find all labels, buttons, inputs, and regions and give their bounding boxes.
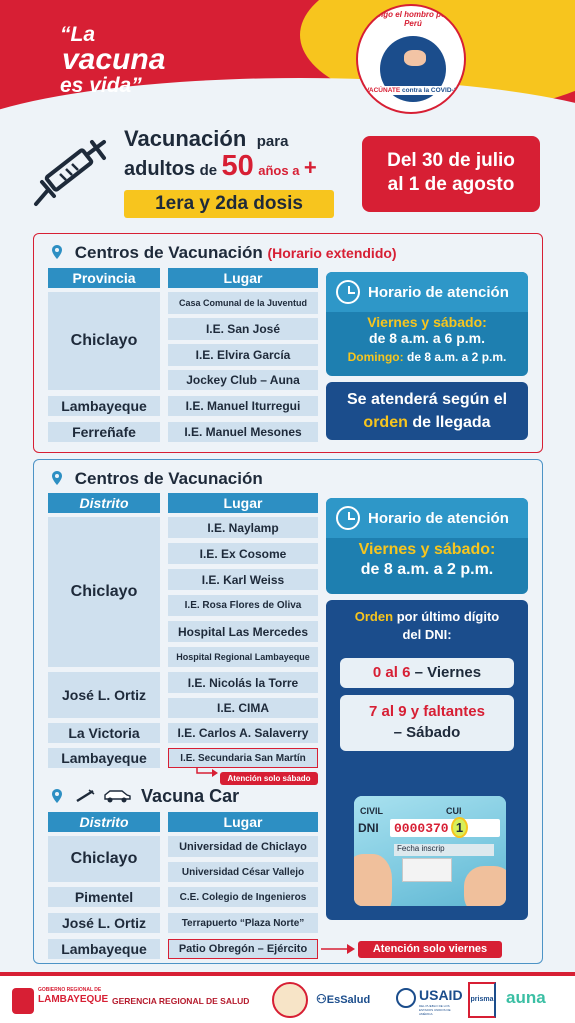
schedule-sunday-label: Domingo: (347, 350, 404, 364)
clock-icon (336, 280, 360, 304)
section1-title (52, 243, 397, 263)
slogan-line3: es vida” (60, 74, 142, 97)
place-cell: Terrapuerto “Plaza Norte” (168, 913, 318, 933)
schedule-header (326, 498, 528, 538)
footer-logos (0, 972, 575, 1023)
dni-range-friday (340, 658, 514, 688)
schedule-box-1 (326, 272, 528, 376)
place-cell: Jockey Club – Auna (168, 370, 318, 390)
card-civil: CIVIL (360, 806, 384, 816)
schedule-title: Horario de atención (368, 283, 509, 301)
place-cell: I.E. Manuel Mesones (168, 422, 318, 442)
schedule-hours: de 8 a.m. a 2 p.m. (360, 561, 494, 578)
arrival-order-box (326, 382, 528, 440)
title-word3: adultos (124, 158, 196, 180)
place-cell: Hospital Regional Lambayeque (168, 647, 318, 667)
place-cell: I.E. Elvira García (168, 344, 318, 366)
arrow-icon (320, 943, 356, 955)
dni-card-illustration (354, 796, 506, 906)
place-cell: Casa Comunal de la Juventud (168, 292, 318, 314)
section2-title-text: Centros de Vacunación (74, 469, 263, 488)
province-cell: Ferreñafe (48, 422, 160, 442)
badge-bottom-rest: contra la COVID-19 (402, 87, 461, 94)
dni-range-saturday (340, 695, 514, 751)
usaid-seal-icon (396, 988, 416, 1008)
district-cell: José L. Ortiz (48, 913, 160, 933)
schedule-hours: de 8 a.m. a 6 p.m. (369, 330, 485, 346)
usaid-sub: DEL PUEBLO DE LOS ESTADOS UNIDOS DE AMÉRICA (419, 1004, 451, 1016)
place-cell: I.E. Ex Cosome (168, 543, 318, 564)
gob-shield-icon (12, 988, 34, 1014)
place-cell: Universidad de Chiclayo (168, 836, 318, 857)
district-cell: José L. Ortiz (48, 672, 160, 718)
gob-text: LAMBAYEQUE (38, 994, 109, 1005)
district-cell: Chiclayo (48, 517, 160, 667)
auna-logo: auna (506, 988, 546, 1007)
place-cell: I.E. CIMA (168, 698, 318, 718)
gob-small-text: GOBIERNO REGIONAL DE (38, 987, 102, 993)
province-cell: Chiclayo (48, 292, 160, 390)
dni-order-rest: por último dígito (396, 609, 500, 624)
gerencia-seal-icon (272, 982, 308, 1018)
gerencia-text: GERENCIA REGIONAL DE SALUD (112, 996, 250, 1006)
schedule-title: Horario de atención (368, 509, 509, 527)
slogan-line1: “La (60, 23, 96, 46)
title-word1: Vacunación (124, 126, 247, 151)
place-cell: I.E. Carlos A. Salaverry (168, 723, 318, 743)
dni-day1: – Viernes (414, 664, 482, 681)
col-header-province: Provincia (48, 268, 160, 288)
schedule-sunday-hours: de 8 a.m. a 2 p.m. (406, 350, 507, 364)
badge-vac-text: VACÚNATE (365, 87, 401, 94)
essalud-logo (316, 992, 370, 1006)
schedule-days: Viernes y sábado: (367, 314, 487, 330)
schedule-sunday (326, 350, 528, 364)
col-header-district: Distrito (48, 812, 160, 832)
dni-order-word: Orden (354, 609, 394, 624)
card-cui: CUI (446, 806, 462, 816)
place-cell: I.E. San José (168, 318, 318, 340)
order-word: orden (363, 414, 408, 431)
card-dni: DNI (358, 821, 379, 835)
col-header-place: Lugar (168, 493, 318, 513)
slogan-line2: vacuna (62, 43, 166, 76)
district-cell: Lambayeque (48, 748, 160, 768)
friday-only-note: Atención solo viernes (358, 941, 502, 958)
section1-title-text: Centros de Vacunación (74, 243, 263, 262)
essalud-text: EsSalud (326, 994, 371, 1006)
col-header-district: Distrito (48, 493, 160, 513)
dni-day2: – Sábado (393, 724, 461, 741)
card-fecha: Fecha inscrip (394, 844, 494, 856)
syringe-icon (32, 138, 112, 213)
district-cell: Lambayeque (48, 939, 160, 959)
district-cell: Pimentel (48, 887, 160, 907)
place-cell: I.E. Manuel Iturregui (168, 396, 318, 416)
slogan (60, 24, 165, 96)
place-cell: I.E. Nicolás la Torre (168, 672, 318, 693)
people-icon: ⚇ (316, 992, 327, 1006)
car-icon (102, 788, 132, 804)
main-title (124, 126, 354, 183)
location-pin-icon (52, 471, 62, 485)
hand-icon (354, 854, 392, 906)
place-cell: I.E. Naylamp (168, 517, 318, 538)
date-line2: al 1 de agosto (387, 174, 515, 195)
badge-top-text: Pongo el hombro por el Perú (368, 10, 458, 28)
schedule-header (326, 272, 528, 312)
card-number: 0000370 (394, 821, 449, 836)
col-header-place: Lugar (168, 812, 318, 832)
place-cell: I.E. Rosa Flores de Oliva (168, 595, 318, 616)
saturday-only-note: Atención solo sábado (220, 772, 318, 785)
badge-bottom-text (362, 86, 464, 95)
dni-range2: 7 al 9 y faltantes (369, 703, 485, 720)
location-pin-icon (52, 789, 62, 803)
title-word5: años a (258, 163, 300, 178)
doses-label: 1era y 2da dosis (124, 190, 334, 218)
place-cell: I.E. Karl Weiss (168, 569, 318, 590)
vacuna-car-title-text: Vacuna Car (141, 786, 240, 806)
vacuna-car-title (52, 786, 239, 807)
place-cell: C.E. Colegio de Ingenieros (168, 887, 318, 907)
place-cell: Universidad César Vallejo (168, 862, 318, 882)
shoulder-illustration (404, 50, 426, 66)
place-cell-saturday: I.E. Secundaria San Martín (168, 748, 318, 768)
prisma-logo: prisma (468, 982, 496, 1018)
title-age: 50 (221, 150, 254, 182)
order-line1: Se atenderá según el (346, 391, 508, 408)
dni-order-line2: del DNI: (402, 627, 452, 642)
district-cell: Chiclayo (48, 836, 160, 882)
location-pin-icon (52, 245, 62, 259)
dni-range1: 0 al 6 (372, 664, 411, 681)
district-cell: La Victoria (48, 723, 160, 743)
order-line2: de llegada (412, 414, 491, 431)
card-last-digit: 1 (451, 817, 468, 838)
campaign-badge (356, 4, 466, 114)
col-header-place: Lugar (168, 268, 318, 288)
syringe-small-icon (75, 789, 95, 803)
title-plus: + (303, 155, 317, 180)
date-line1: Del 30 de julio (387, 150, 515, 171)
province-cell: Lambayeque (48, 396, 160, 416)
thumb-icon (464, 866, 506, 906)
title-word2: para (256, 133, 289, 150)
section1-subtitle: (Horario extendido) (267, 245, 397, 261)
clock-icon (336, 506, 360, 530)
section2-title (52, 469, 263, 489)
schedule-box-2 (326, 498, 528, 594)
schedule-days: Viernes y sábado: (358, 541, 496, 558)
dni-order-title (326, 608, 528, 644)
usaid-text: USAID (419, 987, 463, 1003)
place-cell: Hospital Las Mercedes (168, 621, 318, 642)
place-cell-friday: Patio Obregón – Ejército (168, 939, 318, 959)
title-word4: de (199, 162, 218, 179)
arrow-icon (196, 766, 220, 778)
date-box (362, 136, 540, 212)
